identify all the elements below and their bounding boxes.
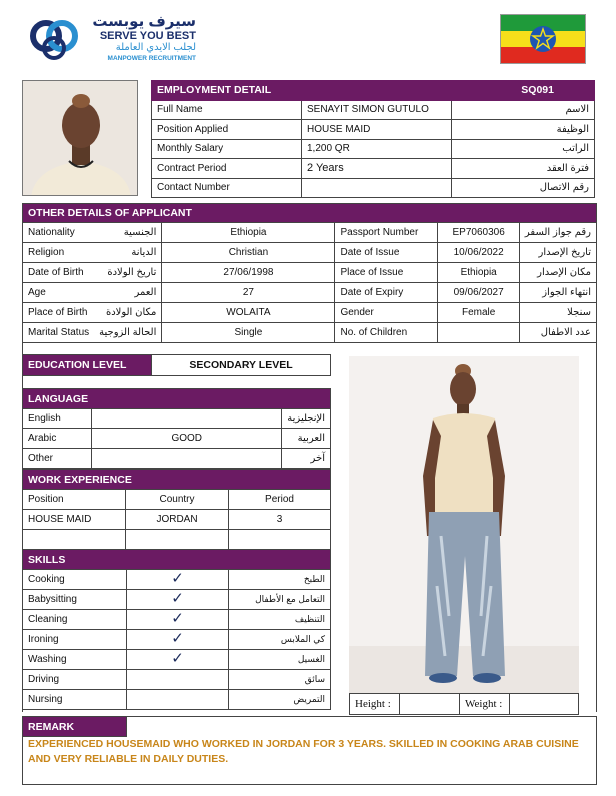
check-icon: ✓	[171, 629, 184, 647]
applicant-full-body-photo	[349, 356, 579, 693]
label-en: Place of Issue	[335, 263, 438, 283]
label-ar: الديانة	[94, 243, 162, 263]
company-logo	[28, 14, 196, 66]
skill-name: Cleaning	[23, 610, 127, 630]
english-level	[92, 409, 282, 429]
language-row	[23, 449, 331, 469]
row-label: Full Name	[152, 100, 302, 120]
language-name: Other	[23, 449, 92, 469]
language-name: English	[23, 409, 92, 429]
work-period	[229, 530, 331, 550]
language-work-skills-table	[22, 388, 331, 469]
height-weight-table	[349, 693, 579, 715]
skill-name-ar: التمريض	[229, 690, 331, 710]
skill-name: Nursing	[23, 690, 127, 710]
skill-name: Cooking	[23, 570, 127, 590]
label-ar: تاريخ الإصدار	[519, 243, 596, 263]
skill-name-ar: الغسيل	[229, 650, 331, 670]
employment-row	[152, 178, 595, 198]
frame-right-line	[596, 342, 597, 712]
children-count-value	[438, 323, 519, 343]
skill-name-ar: الطبخ	[229, 570, 331, 590]
label-ar: سنجلا	[519, 303, 596, 323]
skills-table	[22, 549, 331, 710]
flag-star-emblem-icon	[528, 24, 558, 54]
language-name-ar: الإنجليزية	[282, 409, 331, 429]
other-details-row	[23, 303, 597, 323]
label-en: Date of Birth	[23, 263, 95, 283]
skill-row	[23, 610, 331, 630]
skill-name-ar: سائق	[229, 670, 331, 690]
skill-row	[23, 690, 331, 710]
check-icon: ✓	[171, 609, 184, 627]
education-level-value: SECONDARY LEVEL	[152, 355, 331, 376]
portrait-figure	[23, 81, 138, 196]
language-name: Arabic	[23, 429, 92, 449]
brand-arabic-sub: لجلب الايدي العاملة	[115, 42, 196, 53]
employment-row	[152, 100, 595, 120]
label-ar: رقم جواز السفر	[519, 223, 596, 243]
label-ar: انتهاء الجواز	[519, 283, 596, 303]
work-experience-title: WORK EXPERIENCE	[23, 470, 331, 490]
height-value	[400, 694, 460, 715]
full-body-figure	[349, 356, 579, 693]
row-label: Contact Number	[152, 178, 302, 198]
row-label-ar: الراتب	[452, 139, 595, 159]
skill-name: Ironing	[23, 630, 127, 650]
other-details-row	[23, 263, 597, 283]
work-row	[23, 510, 331, 530]
row-label: Position Applied	[152, 120, 302, 140]
skill-name: Washing	[23, 650, 127, 670]
date-of-birth-value: 27/06/1998	[162, 263, 335, 283]
brand-english-name: SERVE YOU BEST	[99, 30, 196, 42]
check-icon: ✓	[171, 649, 184, 667]
label-ar: مكان الإصدار	[519, 263, 596, 283]
label-en: Date of Issue	[335, 243, 438, 263]
label-en: Nationality	[23, 223, 95, 243]
column-header: Period	[229, 490, 331, 510]
salary-value: 1,200 QR	[302, 139, 452, 159]
cleaning-checkmark-icon	[127, 610, 229, 630]
passport-number-value: EP7060306	[438, 223, 519, 243]
label-ar: الجنسية	[94, 223, 162, 243]
label-en: Date of Expiry	[335, 283, 438, 303]
babysitting-checkmark-icon	[127, 590, 229, 610]
language-name-ar: آخر	[282, 449, 331, 469]
column-header: Country	[126, 490, 229, 510]
employment-detail-table	[151, 80, 595, 198]
position-value: HOUSE MAID	[302, 120, 452, 140]
ethiopia-flag	[500, 14, 586, 64]
skill-name: Driving	[23, 670, 127, 690]
row-label: Contract Period	[152, 159, 302, 179]
language-row	[23, 429, 331, 449]
row-label: Monthly Salary	[152, 139, 302, 159]
ironing-checkmark-icon	[127, 630, 229, 650]
employment-detail-title: EMPLOYMENT DETAIL	[152, 81, 452, 101]
label-ar: العمر	[94, 283, 162, 303]
applicant-portrait-photo	[22, 80, 138, 196]
employment-row	[152, 139, 595, 159]
label-ar: مكان الولادة	[94, 303, 162, 323]
label-en: Marital Status	[23, 323, 95, 343]
weight-value	[510, 694, 579, 715]
label-en: Age	[23, 283, 95, 303]
logo-knot-icon	[28, 14, 84, 66]
label-en: Place of Birth	[23, 303, 95, 323]
other-details-row	[23, 323, 597, 343]
education-level-table	[22, 354, 331, 376]
skill-name-ar: التعامل مع الأطفال	[229, 590, 331, 610]
row-label-ar: رقم الاتصال	[452, 178, 595, 198]
row-label-ar: الوظيفة	[452, 120, 595, 140]
other-details-title: OTHER DETAILS OF APPLICANT	[23, 204, 597, 223]
label-en: Religion	[23, 243, 95, 263]
skill-row	[23, 590, 331, 610]
date-of-issue-value: 10/06/2022	[438, 243, 519, 263]
marital-status-value: Single	[162, 323, 335, 343]
row-label-ar: فترة العقد	[452, 159, 595, 179]
skill-name-ar: كي الملابس	[229, 630, 331, 650]
label-ar: تاريخ الولادة	[94, 263, 162, 283]
check-icon: ✓	[171, 569, 184, 587]
skill-name-ar: التنظيف	[229, 610, 331, 630]
reference-code: SQ091	[452, 81, 595, 101]
work-row	[23, 530, 331, 550]
other-details-row	[23, 243, 597, 263]
work-period: 3	[229, 510, 331, 530]
age-value: 27	[162, 283, 335, 303]
remark-text: EXPERIENCED HOUSEMAID WHO WORKED IN JORDAN FOR 3 YEARS. SKILLED IN COOKING ARAB CUISINE AND VERY RELIABLE IN DAILY DUTIES.	[28, 738, 579, 765]
language-title: LANGUAGE	[23, 389, 331, 409]
gender-value: Female	[438, 303, 519, 323]
work-country: JORDAN	[126, 510, 229, 530]
other-language-level	[92, 449, 282, 469]
work-position: HOUSE MAID	[23, 510, 126, 530]
washing-checkmark-icon	[127, 650, 229, 670]
work-country	[126, 530, 229, 550]
remark-title: REMARK	[23, 717, 127, 737]
skill-row	[23, 630, 331, 650]
work-experience-table	[22, 469, 331, 550]
label-ar: عدد الاطفال	[519, 323, 596, 343]
other-details-row	[23, 283, 597, 303]
label-en: No. of Children	[335, 323, 438, 343]
skills-title: SKILLS	[23, 550, 331, 570]
skill-row	[23, 670, 331, 690]
label-ar: الحالة الزوجية	[94, 323, 162, 343]
check-icon: ✓	[171, 589, 184, 607]
label-en: Gender	[335, 303, 438, 323]
arabic-level: GOOD	[92, 429, 282, 449]
language-row	[23, 409, 331, 429]
skill-row	[23, 650, 331, 670]
driving-check-cell	[127, 670, 229, 690]
weight-label: Weight :	[460, 694, 510, 715]
language-name-ar: العربية	[282, 429, 331, 449]
date-of-expiry-value: 09/06/2027	[438, 283, 519, 303]
contact-number-value	[302, 178, 452, 198]
education-level-title: EDUCATION LEVEL	[23, 355, 152, 376]
row-label-ar: الاسم	[452, 100, 595, 120]
place-of-issue-value: Ethiopia	[438, 263, 519, 283]
employment-row	[152, 159, 595, 179]
contract-period-value: 2 Years	[302, 159, 452, 179]
full-name-value: SENAYIT SIMON GUTULO	[302, 100, 452, 120]
work-position	[23, 530, 126, 550]
nursing-check-cell	[127, 690, 229, 710]
skill-name: Babysitting	[23, 590, 127, 610]
column-header: Position	[23, 490, 126, 510]
religion-value: Christian	[162, 243, 335, 263]
brand-arabic-name: سيرف يوبست	[92, 13, 196, 30]
nationality-value: Ethiopia	[162, 223, 335, 243]
remark-header-spacer	[127, 717, 597, 737]
place-of-birth-value: WOLAITA	[162, 303, 335, 323]
label-en: Passport Number	[335, 223, 438, 243]
brand-tagline: MANPOWER RECRUITMENT	[107, 55, 196, 62]
cooking-checkmark-icon	[127, 570, 229, 590]
other-details-table	[22, 203, 597, 343]
work-header-row	[23, 490, 331, 510]
height-label: Height :	[350, 694, 400, 715]
other-details-row	[23, 223, 597, 243]
employment-row	[152, 120, 595, 140]
skill-row	[23, 570, 331, 590]
